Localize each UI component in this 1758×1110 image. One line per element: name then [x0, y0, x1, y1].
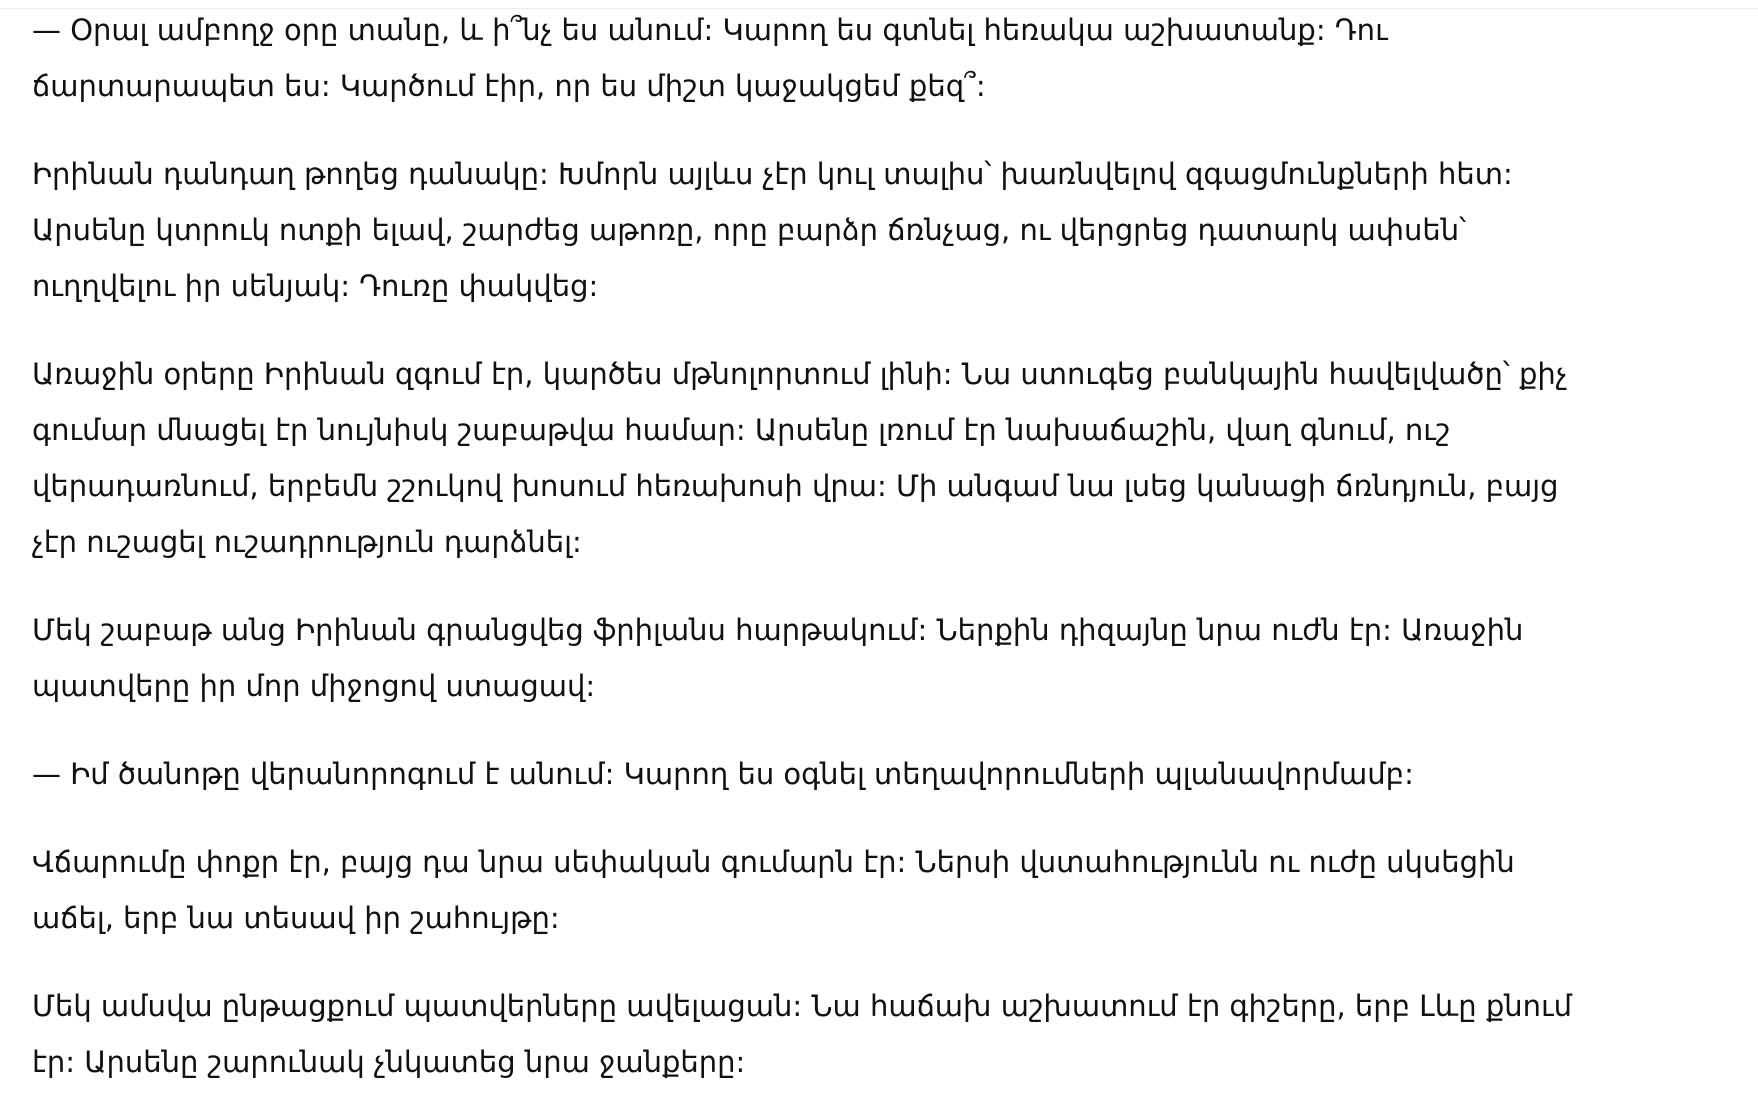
paragraph-4: Մեկ շաբաթ անց Իրինան գրանցվեց ֆրիլանս հարթակում: Ներքին դիզայնը նրա ուժն էր: Առաջին պատվերը իր մոր միջոցով ստացավ: [32, 613, 1524, 703]
document-body [32, 2, 1592, 1090]
paragraph-5: — Իմ ծանոթը վերանորոգում է անում: Կարող ես օգնել տեղավորումների պլանավորմամբ: [32, 757, 1414, 791]
paragraph-2: Իրինան դանդաղ թողեց դանակը: Խմորն այլևս չէր կուլ տալիս՝ խառնվելով զգացմունքների հետ: Արսենը կտրուկ ոտքի ելավ, շարժեց աթոռը, որը բարձր ճռնչաց, ու վերցրեց դատարկ ափսեն՝ ուղղվելու իր սենյակ: Դուռը փակվեց: [32, 157, 1513, 303]
paragraph-7: Մեկ ամսվա ընթացքում պատվերները ավելացան: Նա հաճախ աշխատում էր գիշերը, երբ Լևը քնում էր: Արսենը շարունակ չնկատեց նրա ջանքերը: [32, 989, 1573, 1079]
paragraph-6: Վճարումը փոքր էր, բայց դա նրա սեփական գումարն էր: Ներսի վստահությունն ու ուժը սկսեցին աճել, երբ նա տեսավ իր շահույթը: [32, 845, 1515, 935]
paragraph-3: Առաջին օրերը Իրինան զգում էր, կարծես մթնոլորտում լինի: Նա ստուգեց բանկային հավելվածը՝ քիչ գումար մնացել էր նույնիսկ շաբաթվա համար: Արսենը լռում էր նախաճաշին, վաղ գնում, ուշ վերադառնում, երբեմն շշուկով խոսում հեռախոսի վրա: Մի անգամ նա լսեց կանացի ճռնդյուն, բայց չէր ուշացել ուշադրություն դարձնել: [32, 357, 1568, 559]
paragraph-1: — Օրալ ամբողջ օրը տանը, և ի՞նչ ես անում: Կարող ես գտնել հեռակա աշխատանք: Դու ճարտարապետ ես: Կարծում էիր, որ ես միշտ կաջակցեմ քեզ՞: [32, 13, 1388, 103]
